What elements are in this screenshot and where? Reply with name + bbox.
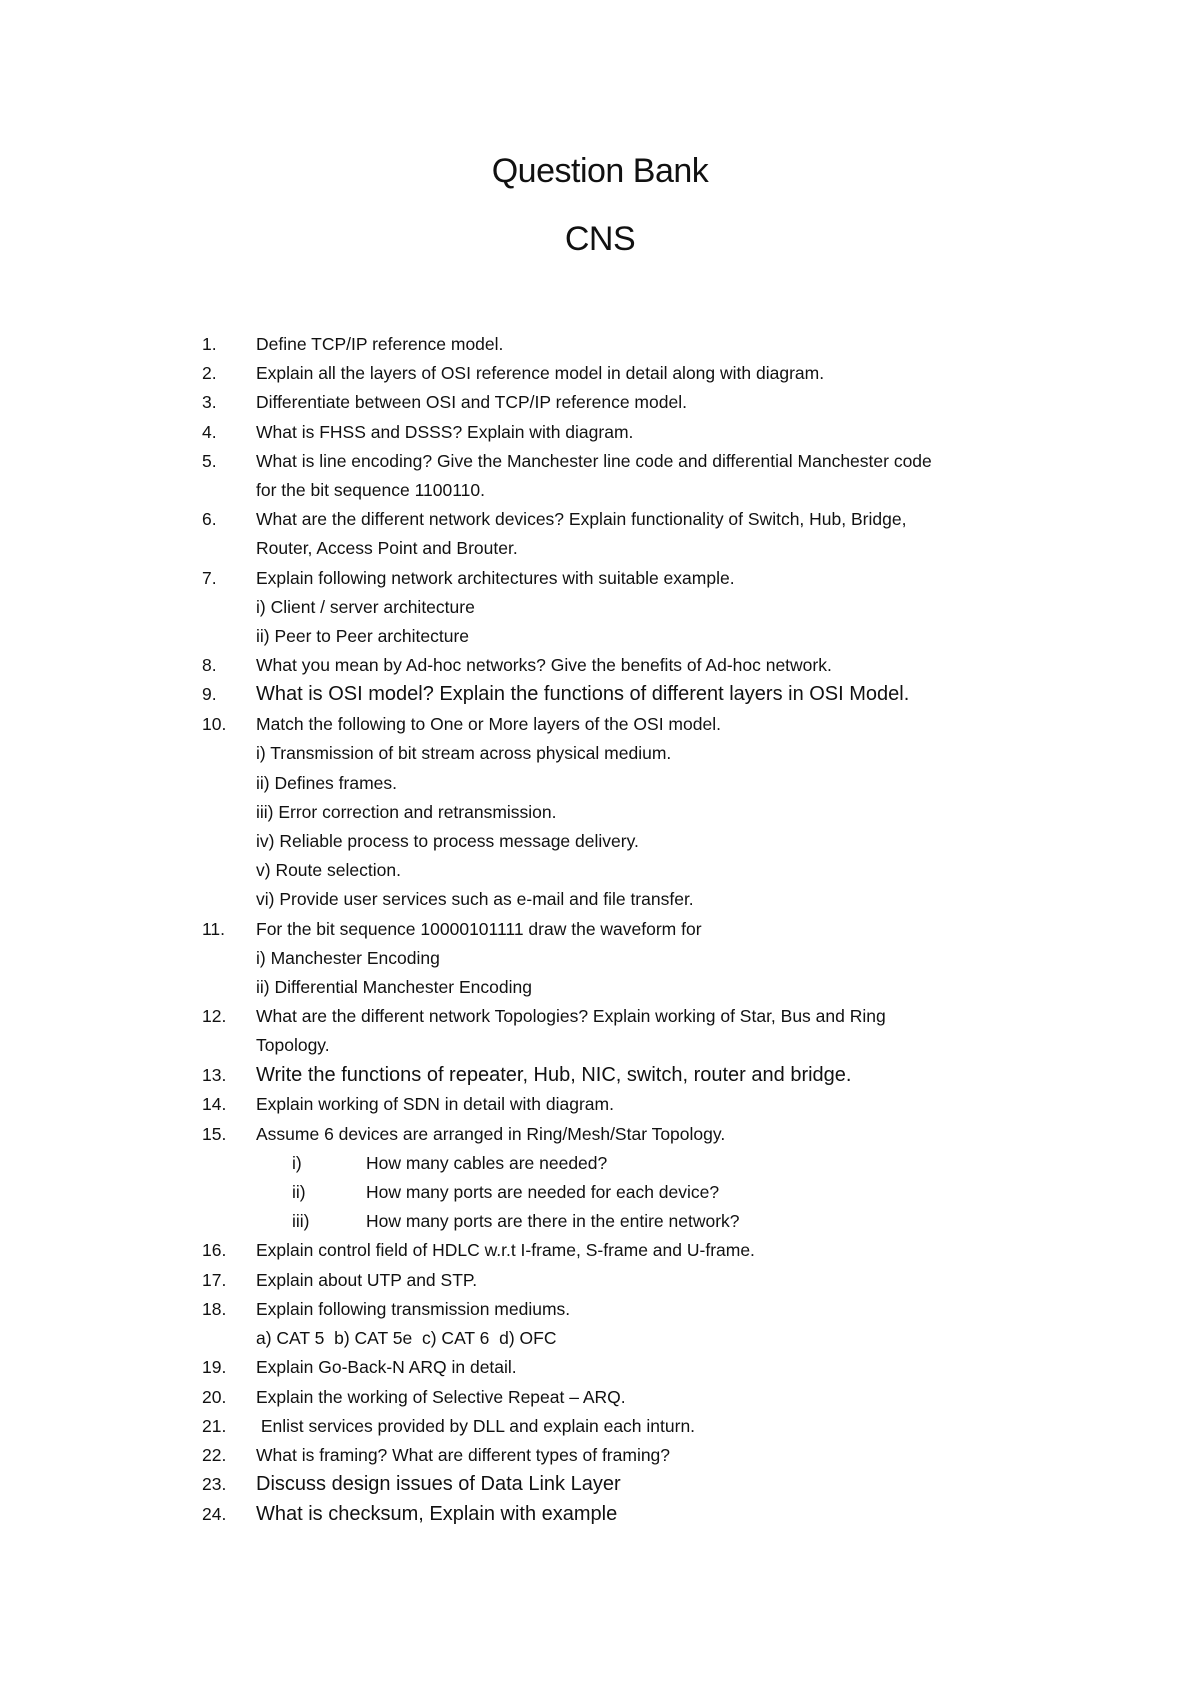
question-item [0,1353,1200,1382]
sub-question [0,1207,1200,1236]
question-item [0,505,1200,534]
question-item [0,710,1200,739]
sub-question: a) CAT 5 b) CAT 5e c) CAT 6 d) OFC [256,1328,557,1349]
question-number: 24. [202,1503,227,1524]
question-item [0,1236,1200,1265]
roman-numeral: ii) [292,1182,306,1203]
sub-question [0,1149,1200,1178]
question-number: 1. [202,334,217,354]
question-number: 15. [202,1123,227,1144]
question-item [0,1412,1200,1441]
roman-numeral: iii) [292,1211,310,1232]
question-continuation: Router, Access Point and Brouter. [256,538,518,559]
question-number: 21. [202,1415,227,1436]
question-item [0,564,1200,593]
question-text: Write the functions of repeater, Hub, NIC, switch, router and bridge. [256,1063,852,1086]
question-item [0,1295,1200,1324]
question-number: 9. [202,684,217,705]
question-text: What is framing? What are different types of framing? [256,1444,671,1465]
question-text: Define TCP/IP reference model. [256,334,504,354]
question-text: What you mean by Ad-hoc networks? Give the benefits of Ad-hoc network. [256,655,832,676]
question-number: 8. [202,655,217,676]
question-number: 13. [202,1064,227,1085]
sub-question: ii) Differential Manchester Encoding [256,977,532,998]
question-number: 12. [202,1006,227,1027]
question-number: 14. [202,1094,227,1115]
sub-question: i) Transmission of bit stream across physical medium. [256,743,672,764]
roman-numeral: i) [292,1152,302,1173]
question-text: Enlist services provided by DLL and explain each inturn. [256,1415,696,1436]
question-continuation: for the bit sequence 1100110. [256,480,485,501]
question-text: Explain all the layers of OSI reference model in detail along with diagram. [256,363,825,384]
question-text: Explain Go-Back-N ARQ in detail. [256,1357,517,1378]
question-text: Explain the working of Selective Repeat – ARQ. [256,1386,626,1407]
question-number: 23. [202,1474,227,1495]
question-item [0,330,1200,359]
question-item [0,1090,1200,1119]
question-text: Explain about UTP and STP. [256,1269,478,1290]
question-item [0,651,1200,680]
question-number: 2. [202,363,217,384]
question-text: Explain following network architectures with suitable example. [256,567,735,588]
question-item [0,1266,1200,1295]
question-text: Discuss design issues of Data Link Layer [256,1473,621,1496]
sub-question: iv) Reliable process to process message delivery. [256,831,639,852]
sub-question: i) Client / server architecture [256,596,475,617]
question-continuation: Topology. [256,1035,330,1056]
question-number: 4. [202,421,217,442]
question-text: Assume 6 devices are arranged in Ring/Mesh/Star Topology. [256,1123,726,1144]
sub-question: v) Route selection. [256,860,401,881]
question-item [0,1002,1200,1031]
question-list [0,330,1200,1530]
question-number: 19. [202,1357,227,1378]
page-title: Question Bank [491,152,709,190]
question-item [0,1470,1200,1500]
question-number: 3. [202,392,217,413]
question-text: What is OSI model? Explain the functions of different layers in OSI Model. [256,683,910,706]
question-item [0,418,1200,447]
question-item [0,1441,1200,1470]
question-item [0,915,1200,944]
sub-question: ii) Defines frames. [256,772,398,793]
question-text: For the bit sequence 10000101111 draw the waveform for [256,918,702,939]
question-number: 10. [202,714,227,735]
question-text: Match the following to One or More layers of the OSI model. [256,714,721,735]
question-text: What is line encoding? Give the Manchester line code and differential Manchester code [256,450,932,471]
question-text: Explain control field of HDLC w.r.t I-frame, S-frame and U-frame. [256,1240,755,1261]
sub-question: iii) Error correction and retransmission. [256,801,557,822]
sub-question: i) Manchester Encoding [256,947,440,968]
question-number: 17. [202,1269,227,1290]
question-number: 7. [202,567,217,588]
question-item [0,1061,1200,1091]
question-text: What is checksum, Explain with example [256,1502,618,1525]
question-text: What are the different network Topologies? Explain working of Star, Bus and Ring [256,1006,886,1027]
question-item [0,1500,1200,1530]
question-item [0,388,1200,417]
question-number: 6. [202,509,217,530]
question-number: 18. [202,1298,227,1319]
page-subtitle: CNS [564,220,636,258]
question-text: Differentiate between OSI and TCP/IP reference model. [256,392,687,413]
question-item [0,1383,1200,1412]
question-item [0,447,1200,476]
question-item [0,680,1200,710]
sub-question-text: How many ports are there in the entire network? [366,1211,740,1232]
question-number: 16. [202,1240,227,1261]
question-text: What are the different network devices? Explain functionality of Switch, Hub, Bridge, [256,509,907,530]
question-number: 20. [202,1386,227,1407]
sub-question [0,1178,1200,1207]
sub-question: ii) Peer to Peer architecture [256,626,470,647]
question-number: 5. [202,450,217,471]
question-text: Explain following transmission mediums. [256,1298,571,1319]
sub-question-text: How many ports are needed for each device? [366,1182,720,1203]
question-item [0,1120,1200,1149]
question-item [0,359,1200,388]
sub-question-text: How many cables are needed? [366,1152,608,1173]
question-number: 22. [202,1444,227,1465]
sub-question: vi) Provide user services such as e-mail and file transfer. [256,889,694,910]
question-number: 11. [202,918,226,939]
question-text: Explain working of SDN in detail with diagram. [256,1094,614,1115]
question-text: What is FHSS and DSSS? Explain with diagram. [256,421,634,442]
